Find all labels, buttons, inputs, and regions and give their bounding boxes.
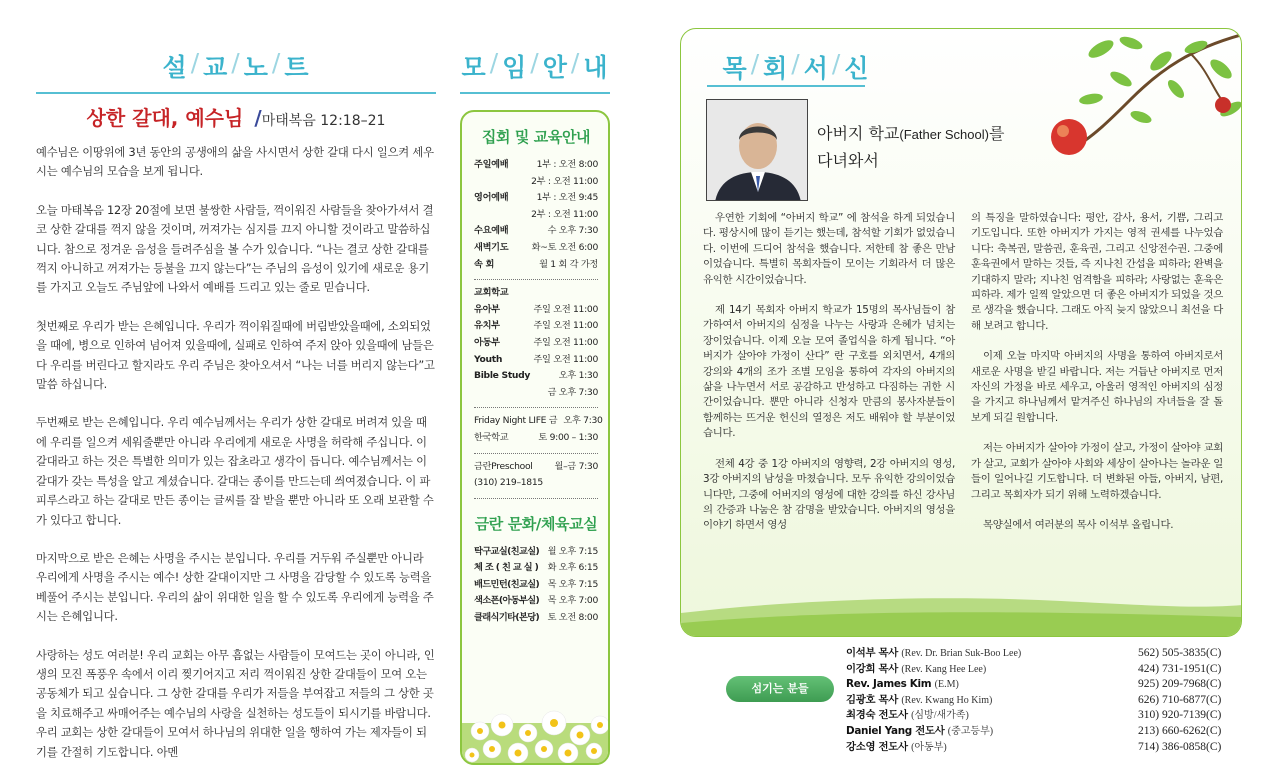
culture-heading: 금란 문화/체육교실 xyxy=(474,514,598,533)
dotted-divider xyxy=(474,498,598,499)
pastor-letter xyxy=(680,28,1242,637)
grass-illustration xyxy=(681,591,1242,636)
sermon-paragraph: 마지막으로 받은 은혜는 사명을 주시는 분입니다. 우리를 거두워 주실뿐만 아니라 우리에게 사명을 주시는 예수! 상한 갈대이지만 그 사명을 감당할 수 있도록 능력을 베풀어 주시는 분입니다. 우리의 삶이 위대한 일을 할 수 있도록 우리에게 능력을 주시는 은혜입니다. xyxy=(36,551,434,624)
daisy-illustration xyxy=(462,683,610,763)
schedule-row: 배드민턴(친교실) 목 오후 7:15 xyxy=(474,578,598,590)
staff-phone: 714) 386-0858(C) xyxy=(1138,740,1222,753)
sermon-body xyxy=(36,143,436,762)
dotted-divider xyxy=(474,279,598,280)
letter-signature: 목양실에서 여러분의 목사 이석부 올립니다. xyxy=(983,518,1174,531)
schedule-row: 체 조 ( 친 교 실 ) 화 오후 6:15 xyxy=(474,562,598,574)
schedule-row: 2부 : 오전 11:00 xyxy=(531,175,598,187)
schedule-row: 영어예배 1부 : 오전 9:45 xyxy=(474,192,598,204)
schedule-row: 수요예배 수 오후 7:30 xyxy=(474,225,598,237)
letter-column-right xyxy=(971,211,1223,534)
dotted-divider xyxy=(474,407,598,408)
schedule-row: 2부 : 오전 11:00 xyxy=(531,208,598,220)
schedule-row: Bible Study 오후 1:30 xyxy=(474,370,598,382)
staff-row: 최경숙 전도사 (심방/새가족) 310) 920-7139(C) xyxy=(846,708,1248,724)
schedule-row: 유치부 주일 오전 11:00 xyxy=(474,320,598,332)
staff-row: Daniel Yang 전도사 (중고등부) 213) 660-6262(C) xyxy=(846,724,1248,740)
sermon-heading xyxy=(36,102,436,131)
pastor-photo xyxy=(706,99,808,201)
staff-row: 강소영 전도사 (아동부) 714) 386-0858(C) xyxy=(846,740,1248,756)
staff-phone: 562) 505-3835(C) xyxy=(1138,647,1222,659)
sermon-paragraph: 두번째로 받는 은혜입니다. 우리 예수님께서는 우리가 상한 갈대로 버려져 있을 때에 우리를 일으켜 세워줄뿐만 아니라 우리에게 새로운 사명을 허락해 주십니다. 이 갈대라고 하는 것은 특별한 의미가 있는 잡초라고 생각이 듭니다. 예수님께서는 이 갈대가 갖는 특성을 알고 계셨습니다. 갈대는 종이를 만드는데 씌여졌습니다. 이 파피루스라고 하는 갈대로 만든 종이는 글씨를 잘 받을 뿐만 아니라 또 오래 보관할 수가 있다고 합니다. xyxy=(36,416,434,527)
schedule-row: 한국학교 토 9:00 – 1:30 xyxy=(474,431,598,443)
staff-row: 이강희 목사 (Rev. Kang Hee Lee) 424) 731-1951(C) xyxy=(846,662,1248,678)
meeting-guide xyxy=(460,48,610,765)
staff-phone: 925) 209-7968(C) xyxy=(1138,678,1222,691)
letter-paragraph: 우연한 기회에 “아버지 학교” 에 참석을 하게 되었습니다. 평상시에 많이 듣기는 했는데, 참석할 기회가 없었습니다. 이번에 드디어 참석을 했습니다. 저한테 참 좋은 만남이었습니다. 특별히 목회자들이 모이는 기회라서 더 많은 유익한 시간이었습니다. xyxy=(703,212,955,286)
schedule-row: 유아부 주일 오전 11:00 xyxy=(474,303,598,315)
schedule-row: 새벽기도 화~토 오전 6:00 xyxy=(474,241,598,253)
culture-schedule xyxy=(474,544,598,627)
schedule-row: 금 오후 7:30 xyxy=(547,386,598,398)
sermon-section-title: 설 / 교 / 노 / 트 xyxy=(162,48,310,82)
meeting-box xyxy=(460,110,610,765)
letter-body xyxy=(703,211,1223,534)
letter-title: 아버지 학교(Father School)를 다녀와서 xyxy=(817,124,1005,170)
schedule-row: 색소폰(아동부실) 목 오후 7:00 xyxy=(474,595,598,607)
divider xyxy=(707,85,865,87)
sermon-paragraph: 사랑하는 성도 여러분! 우리 교회는 아무 흠없는 사람들이 모여드는 곳이 아니라, 인생의 모진 폭풍우 속에서 이리 찢기어지고 저리 꺽이워진 상한 갈대들이 모여 오는 공동체가 되고 싶습니다. 그 상한 갈대를 우리가 저들을 부여잡고 저들의 그 상한 곳을 치료해주고 싸매어주는 예수님의 사랑을 실천하는 성도들이 되시기를 바랍니다. 우리 교회는 상한 갈대들이 모여서 하나님의 위대한 일을 행하여 가는 제자들이 되기를 간절히 기도합니다. 아멘 xyxy=(36,648,435,759)
schedule-row: 금란Preschool 월–금 7:30 xyxy=(474,460,598,472)
divider xyxy=(36,92,436,94)
letter-column-left xyxy=(703,211,955,534)
letter-section-title: 목 / 회 / 서 / 신 xyxy=(722,49,870,83)
divider xyxy=(460,92,610,94)
schedule-row: 탁구교실(친교실) 월 오후 7:15 xyxy=(474,545,598,557)
schedule-row: 아동부 주일 오전 11:00 xyxy=(474,336,598,348)
sermon-paragraph: 첫번째로 우리가 받는 은혜입니다. 우리가 꺽이워질때에 버림받았을때에, 소외되었을 때에, 병으로 인하여 넘어져 있을때에, 실패로 인하여 주저 앉아 있을때에 남들은 다 우리를 버린다고 할지라도 우리 주님은 찾아오셔서 “나는 너를 버리지 않는다”고 말씀 하십니다. xyxy=(36,319,435,392)
staff-phone: 213) 660-6262(C) xyxy=(1138,724,1222,737)
letter-paragraph: 제 14기 목회자 아버지 학교가 15명의 목사님들이 참가하여서 아버지의 심정을 나누는 사랑과 은혜가 넘치는 장이었습니다. 이제 오늘 모여 졸업식을 하게 됩니다. “아버지가 살아야 가정이 산다” 란 구호를 외치면서, 4개의 강의와 4개의 조가 조별 모임을 통하여 각자의 아버지의 삶을 나누면서 서로 공감하고 반성하고 다짐하는 귀한 시간이었습니다. 뿐만 아니라 신청자 만큼의 봉사자분들이 함께하는 뜨거운 헌신의 열정은 저도 배워야 할 부분이었습니다. xyxy=(703,304,955,440)
letter-paragraph: 저는 아버지가 살아야 가정이 살고, 가정이 살아야 교회가 살고, 교회가 살아야 사회와 세상이 살아나는 놀라운 일들이 일어나길 기도합니다. 더 변화된 아들, 아버지, 남편, 그리고 목회자가 되기 위해 노력하겠습니다. xyxy=(971,442,1223,501)
schedule-row: 속 회 월 1 회 각 가정 xyxy=(474,258,598,270)
letter-paragraph: 전체 4강 중 1강 아버지의 영향력, 2강 아버지의 영성, 3강 아버지의 남성을 마쳤습니다. 모두 유익한 강의이었습니다만, 그중에 어버지의 영성에 대한 강의를 하신 강사님의 간증과 나눔은 참 감명을 받았습니다. 아버지의 영성을 이야기 하면서 영성 xyxy=(703,457,955,532)
staff-row: Rev. James Kim (E.M) 925) 209-7968(C) xyxy=(846,677,1248,693)
meetings-section-title: 모 / 임 / 안 / 내 xyxy=(461,48,609,82)
worship-schedule xyxy=(474,157,598,273)
worship-heading: 집회 및 교육안내 xyxy=(481,128,591,146)
dotted-divider xyxy=(474,453,598,454)
sermon-paragraph: 예수님은 이땅위에 3년 동안의 공생애의 삶을 사시면서 상한 갈대 다시 일으켜 세우시는 예수님의 모습을 보게 됩니다. xyxy=(36,146,434,179)
sermon-paragraph: 오늘 마태복음 12장 20절에 보면 불쌍한 사람들, 꺽이워진 사람들을 찾아가셔서 결코 상한 갈대를 꺽지 않을 것이며, 꺼져가는 심지를 끄지 아니할 것이라고 말씀하십니다. 참으로 정겨운 음성을 들려주심을 볼 수가 있습니다. “나는 결코 상한 갈대를 꺽지 아니하고 꺼져가는 등불을 끄지 않는다”는 주님의 음성이 있기에 새로운 용기를 가지고 오늘도 주님앞에 나와서 예배를 드리고 있는 줄로 믿습니다. xyxy=(36,203,434,295)
apple-branch-illustration xyxy=(991,29,1241,189)
staff-list xyxy=(846,646,1248,755)
staff-phone: 626) 710-6877(C) xyxy=(1138,693,1222,706)
schedule-row: Friday Night LIFE 금 오후 7:30 xyxy=(474,415,603,427)
sermon-notes xyxy=(36,48,436,762)
schedule-row: 클래식기타(본당) 토 오전 8:00 xyxy=(474,612,598,624)
sermon-title: 상한 갈대, 예수님 xyxy=(86,106,244,130)
staff-phone: 310) 920-7139(C) xyxy=(1138,709,1222,722)
serving-staff-badge: 섬기는 분들 xyxy=(726,676,834,702)
scripture-reference: /마태복음 12:18–21 xyxy=(254,106,386,130)
preschool-phone: (310) 219–1815 xyxy=(474,477,543,489)
school-heading: 교회학교 xyxy=(474,287,509,299)
schedule-row: Youth 주일 오전 11:00 xyxy=(474,353,598,365)
letter-paragraph: 의 특징을 말하였습니다: 평안, 감사, 용서, 기쁨, 그리고 기도입니다. 또한 아버지가 가지는 영적 권세를 나누었습니다: 축복권, 말씀권, 훈육권, 그리고 신앙전수권. 그중에 훈육권에서 말하는 것들, 즉 지나친 간섭을 피하라; 완벽을 기대하지 말라; 지나친 엄격함을 피하라; 사랑없는 훈육은 피하라. 제가 일찍 알았으면 더 좋은 아버지가 되었을 것으로 생각을 했습니다. 그래도 아직 늦지 않았으니 최선을 다해 보려고 합니다. xyxy=(971,212,1223,332)
staff-row: 이석부 목사 (Rev. Dr. Brian Suk-Boo Lee) 562) 505-3835(C) xyxy=(846,646,1248,662)
staff-phone: 424) 731-1951(C) xyxy=(1138,662,1222,675)
staff-row: 김광호 목사 (Rev. Kwang Ho Kim) 626) 710-6877(C) xyxy=(846,693,1248,709)
letter-paragraph: 이제 오늘 마지막 아버지의 사명을 통하여 아버지로서 새로운 사명을 받길 바랍니다. 저는 거듭난 아버지로 먼저 자신의 가정을 바로 세우고, 아울러 영적인 아버지의 심정을 가지고 하나님께서 맡겨주신 하나님의 자녀들을 잘 돌보게 되길 원합니다. xyxy=(971,350,1223,424)
schedule-row: 주일예배 1부 : 오전 8:00 xyxy=(474,159,598,170)
